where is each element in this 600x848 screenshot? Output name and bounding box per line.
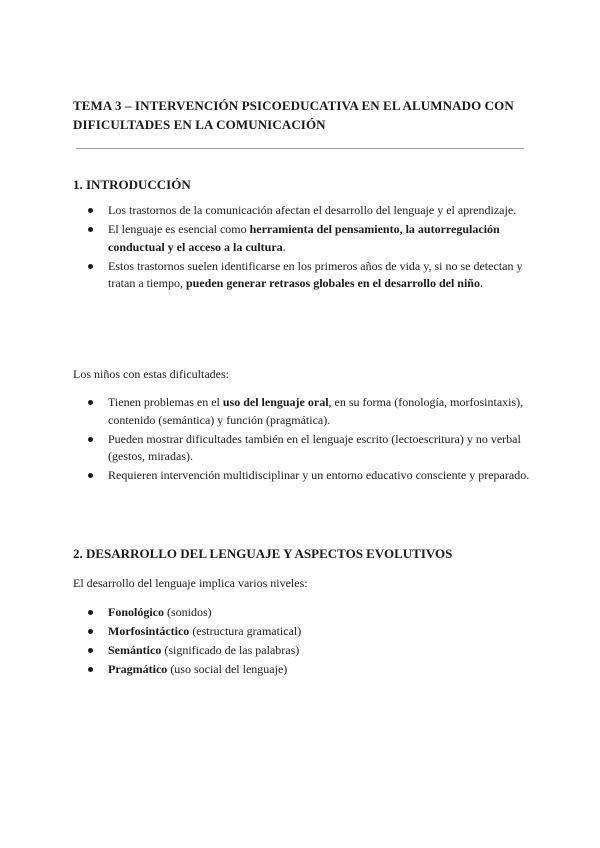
bullet-icon — [88, 473, 93, 478]
list-item: Los trastornos de la comunicación afectan el desarrollo del lenguaje y el aprendizaje. — [73, 202, 531, 220]
difficulties-intro: Los niños con estas dificultades: — [73, 367, 229, 381]
bullet-icon — [88, 264, 93, 269]
bullet-icon — [88, 400, 93, 405]
list-item: Requieren intervención multidisciplinar y un entorno educativo consciente y preparado. — [73, 467, 531, 485]
list-item: Estos trastornos suelen identificarse en los primeros años de vida y, si no se detectan y tratan a tiempo, pueden generar retrasos globales en el desarrollo del niño. — [73, 258, 531, 293]
list-item: Tienen problemas en el uso del lenguaje oral, en su forma (fonología, morfosintaxis), contenido (semántica) y función (pragmática). — [73, 394, 531, 429]
section-heading-desarrollo: 2. DESARROLLO DEL LENGUAJE Y ASPECTOS EVOLUTIVOS — [73, 546, 453, 561]
list-item: Morfosintáctico (estructura gramatical) — [73, 623, 531, 641]
section-heading-introduccion: 1. INTRODUCCIÓN — [73, 177, 191, 192]
bullet-icon — [88, 629, 93, 634]
development-intro: El desarrollo del lenguaje implica varios niveles: — [73, 576, 308, 590]
bullet-icon — [88, 667, 93, 672]
list-item: Fonológico (sonidos) — [73, 604, 531, 622]
bullet-icon — [88, 648, 93, 653]
bullet-icon — [88, 227, 93, 232]
introduction-bullet-list — [73, 202, 531, 294]
bullet-icon — [88, 610, 93, 615]
list-item: Pragmático (uso social del lenguaje) — [73, 661, 531, 679]
bullet-icon — [88, 208, 93, 213]
difficulties-bullet-list — [73, 394, 531, 486]
horizontal-divider — [76, 148, 524, 149]
list-item: Pueden mostrar dificultades también en el lenguaje escrito (lectoescritura) y no verbal (gestos, miradas). — [73, 431, 531, 466]
list-item: Semántico (significado de las palabras) — [73, 642, 531, 660]
language-levels-list — [73, 604, 531, 680]
document-title: TEMA 3 – INTERVENCIÓN PSICOEDUCATIVA EN EL ALUMNADO CON DIFICULTADES EN LA COMUNICACIÓN — [73, 98, 514, 132]
bullet-icon — [88, 437, 93, 442]
list-item: El lenguaje es esencial como herramienta del pensamiento, la autorregulación conductual y el acceso a la cultura. — [73, 221, 531, 256]
